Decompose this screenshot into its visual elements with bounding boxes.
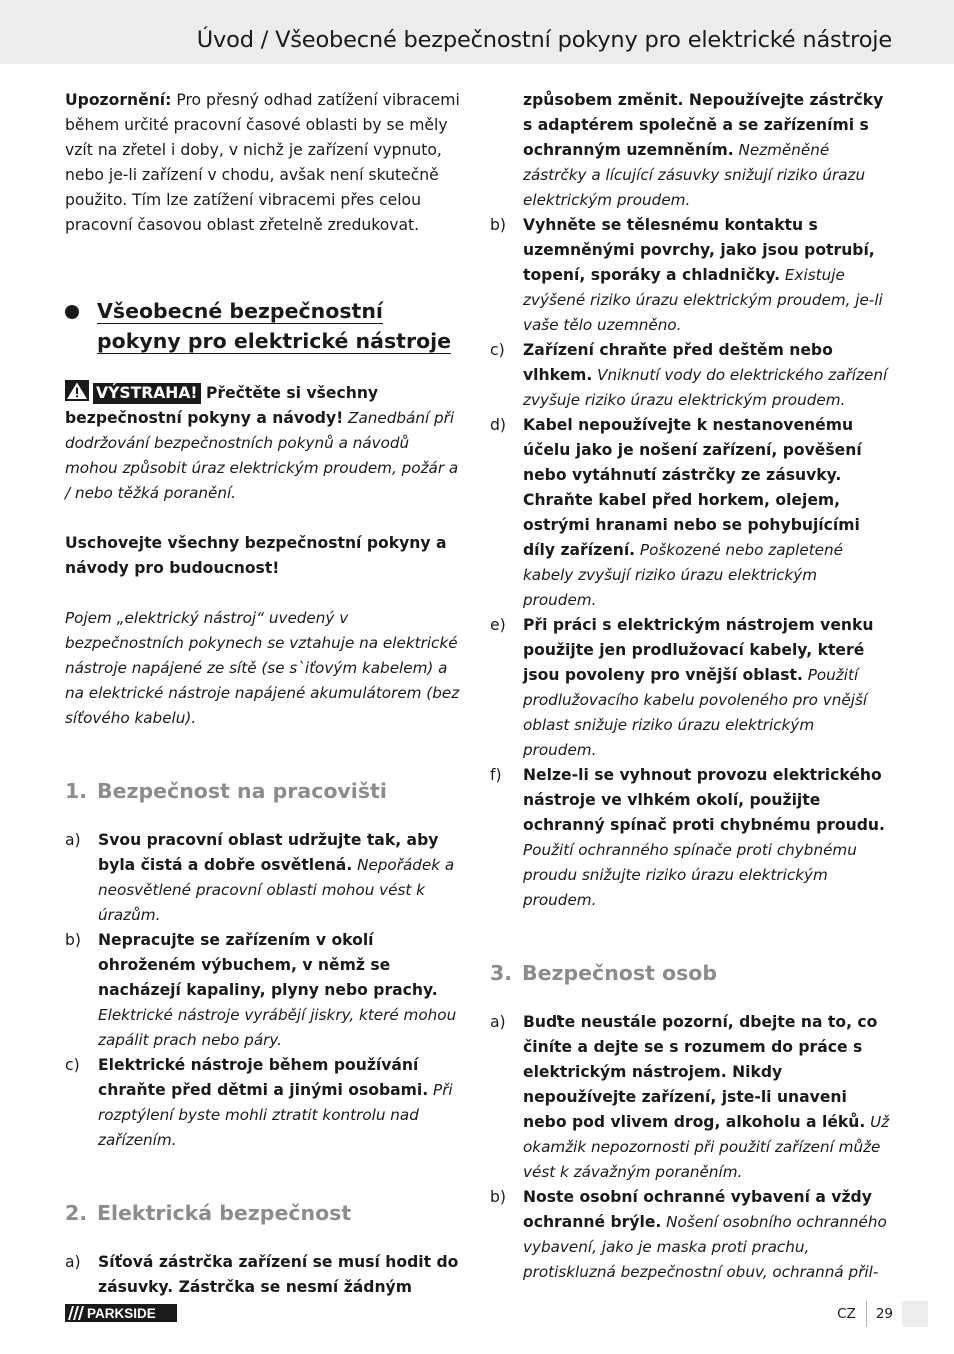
list-item: [490, 413, 892, 613]
section-heading-workplace: [65, 778, 465, 804]
footer-tab-box: [902, 1301, 928, 1327]
item-bold-text: Zařízení chraňte před deštěm nebo vlhkem.: [523, 341, 833, 384]
term-definition-text: Pojem „elektrický nástroj“ uvedený v bezpečnostních pokynech se vztahuje na elektrické nástroje napájené ze sítě (se s`iťovým kabelem) a na elektrické nástroje napájené akumulátorem (bez síťového kabelu).: [65, 609, 460, 727]
language-code: CZ: [837, 1306, 856, 1322]
warning-triangle-icon: [65, 380, 89, 401]
list-item: [490, 1185, 892, 1285]
list-item: [490, 1010, 892, 1185]
item-bold-text: Noste osobní ochranné vybavení a vždy ochranné brýle.: [523, 1188, 872, 1231]
item-label: a): [65, 1253, 81, 1271]
item-italic-text: Nošení osobního ochranného vybavení, jako je maska proti prachu, protiskluzná bezpečnostní obuv, ochranná přil-: [523, 1213, 887, 1281]
item-bold-text: Kabel nepoužívejte k nestanovenému účelu jako je nošení zařízení, pověšení nebo vytáhnutí zástrčky ze zásuvky. Chraňte kabel před horkem, olejem, ostrými hranami nebo se pohybujícími díly zařízení.: [523, 416, 862, 559]
section-number: 1.: [65, 779, 88, 803]
note-text: Pro přesný odhad zatížení vibracemi během určité pracovní časové oblasti by se měly vzít na zřetel i doby, v nichž je zařízení vypnuto, nebo je-li zařízení v chodu, avšak není skutečně použito. Tím lze zatížení vibracemi přes celou pracovní časovou oblast zřetelně zredukovat.: [65, 91, 460, 234]
item-italic-text: Při rozptýlení byste mohli ztratit kontrolu nad zařízením.: [98, 1081, 453, 1149]
warning-italic-text: Zanedbání při dodržování bezpečnostních pokynů a návodů mohou způsobit úraz elektrickým proudem, požár a / nebo těžká poranění.: [65, 409, 459, 502]
item-italic-text: Nepořádek a neosvětlené pracovní oblasti mohou vést k úrazům.: [98, 856, 455, 924]
item-label: f): [490, 766, 502, 784]
list-item: [490, 763, 892, 913]
item-italic-text: Použití prodlužovacího kabelu povoleného pro vnější oblast snižuje riziko úrazu elektrickým proudem.: [523, 666, 868, 759]
list-item: [65, 1053, 465, 1153]
item-label: b): [65, 931, 81, 949]
warning-paragraph: [65, 380, 465, 506]
list-item-continued: [490, 88, 892, 213]
section-number: 3.: [490, 961, 513, 985]
warning-badge: VÝSTRAHA!: [93, 383, 201, 404]
item-bold-text: Síťová zástrčka zařízení se musí hodit do zásuvky. Zástrčka se nesmí žádným: [98, 1253, 459, 1296]
keep-instructions-text: Uschovejte všechny bezpečnostní pokyny a návody pro budoucnost!: [65, 534, 447, 577]
item-italic-text: Už okamžik nepozornosti při použití zařízení může vést k závažným poraněním.: [523, 1113, 890, 1181]
item-italic-text: Vniknutí vody do elektrického zařízení zvyšuje riziko úrazu elektrickým proudem.: [523, 366, 888, 409]
item-bold-text: Svou pracovní oblast udržujte tak, aby byla čistá a dobře osvětlená.: [98, 831, 439, 874]
list-item: [490, 213, 892, 338]
general-safety-heading: [65, 296, 465, 356]
page-title: Úvod / Všeobecné bezpečnostní pokyny pro elektrické nástroje: [196, 27, 892, 53]
workplace-list: [65, 828, 465, 1153]
item-bold-text: způsobem změnit. Nepoužívejte zástrčky s adaptérem společně a se zařízeními s ochranným uzemněním.: [523, 91, 884, 159]
item-italic-text: Nezměněné zástrčky a lícující zásuvky snižují riziko úrazu elektrickým proudem.: [523, 141, 866, 209]
item-italic-text: Poškozené nebo zapletené kabely zvyšují riziko úrazu elektrickým proudem.: [523, 541, 843, 609]
list-item: [490, 613, 892, 763]
section-title: Elektrická bezpečnost: [97, 1201, 352, 1225]
item-bold-text: Nelze-li se vyhnout provozu elektrického nástroje ve vlhkém okolí, použijte ochranný spínač proti chybnému proudu.: [523, 766, 885, 834]
section-number: 2.: [65, 1201, 88, 1225]
item-label: c): [65, 1056, 80, 1074]
parkside-logo: [65, 1304, 177, 1322]
item-bold-text: Elektrické nástroje během používání chraňte před dětmi a jinými osobami.: [98, 1056, 429, 1099]
personal-list: [490, 1010, 892, 1285]
section-heading-personal: [490, 960, 892, 986]
item-label: d): [490, 416, 506, 434]
item-italic-text: Existuje zvýšené riziko úrazu elektrickým proudem, je-li vaše tělo uzemněno.: [523, 266, 883, 334]
item-label: b): [490, 216, 506, 234]
right-column: [490, 88, 892, 1285]
section-title: Bezpečnost na pracovišti: [97, 779, 387, 803]
section-heading-electrical: [65, 1200, 465, 1226]
item-bold-text: Vyhněte se tělesnému kontaktu s uzemněnými povrchy, jako jsou potrubí, topení, sporáky a chladničky.: [523, 216, 875, 284]
list-item: [65, 828, 465, 928]
item-label: c): [490, 341, 505, 359]
item-label: a): [65, 831, 81, 849]
item-bold-text: Nepracujte se zařízením v okolí ohroženém výbuchem, v němž se nacházejí kapaliny, plyny nebo prachy.: [98, 931, 438, 999]
page-number: 29: [875, 1306, 893, 1322]
item-label: b): [490, 1188, 506, 1206]
note-label: Upozornění:: [65, 91, 172, 109]
page-footer: [837, 1301, 928, 1327]
warning-bold-text: Přečtěte si všechny bezpečnostní pokyny a návody!: [65, 384, 379, 427]
item-bold-text: Buďte neustále pozorní, dbejte na to, co činíte a dejte se s rozumem do práce s elektrickým nástrojem. Nikdy nepoužívejte zařízení, jste-li unaveni nebo pod vlivem drog, alkoholu a léků.: [523, 1013, 878, 1131]
item-italic-text: Použití ochranného spínače proti chybnému proudu snižujte riziko úrazu elektrickým proudem.: [523, 841, 857, 909]
note-paragraph: [65, 88, 465, 238]
item-label: a): [490, 1013, 506, 1031]
brand-text: PARKSIDE: [87, 1306, 156, 1321]
item-bold-text: Při práci s elektrickým nástrojem venku použijte jen prodlužovací kabely, které jsou povoleny pro vnější oblast.: [523, 616, 874, 684]
electrical-list: [65, 1250, 465, 1300]
bullet-dot-icon: [65, 305, 79, 319]
left-column: [65, 88, 465, 1300]
section-title: Bezpečnost osob: [522, 961, 718, 985]
list-item: [490, 338, 892, 413]
item-italic-text: Elektrické nástroje vyrábějí jiskry, které mohou zapálit prach nebo páry.: [98, 1006, 457, 1049]
general-safety-heading-text: Všeobecné bezpečnostní pokyny pro elektrické nástroje: [97, 299, 452, 353]
list-item: [65, 1250, 465, 1300]
item-label: e): [490, 616, 506, 634]
list-item: [65, 928, 465, 1053]
